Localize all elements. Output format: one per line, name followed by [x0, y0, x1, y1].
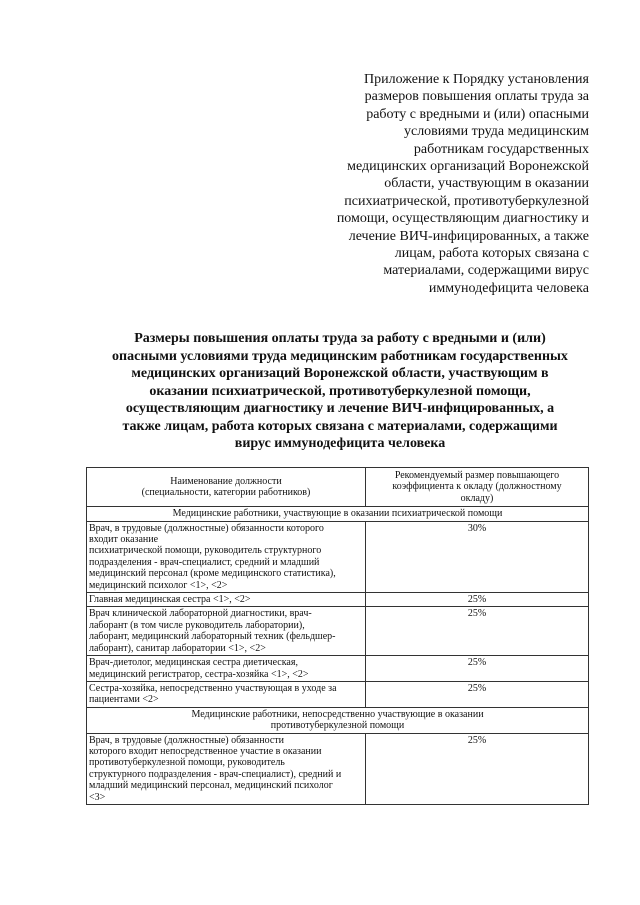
- cell-line: лаборант), санитар лаборатории <1>, <2>: [89, 642, 266, 654]
- section-title: [87, 707, 589, 733]
- cell-line: медицинский персонал (кроме медицинского статистика),: [89, 568, 336, 580]
- section-row-tuberculosis: [87, 707, 589, 733]
- coefficient-cell: 25%: [366, 607, 589, 656]
- coefficient-cell: 25%: [366, 593, 589, 607]
- appendix-line: условиями труда медицинским: [403, 124, 589, 140]
- title-line: вирус иммунодефицита человека: [234, 436, 446, 451]
- cell-line: входит оказание: [89, 534, 159, 546]
- document-title: [70, 330, 610, 453]
- cell-line: Врач, в трудовые (должностные) обязанности: [89, 734, 285, 746]
- coefficient-cell: 25%: [366, 733, 589, 804]
- position-cell: [87, 607, 366, 656]
- coefficient-cell: 30%: [366, 521, 589, 592]
- position-cell: [87, 733, 366, 804]
- appendix-note: [300, 71, 589, 297]
- header-position-name: [87, 468, 366, 507]
- appendix-line: иммунодефицита человека: [428, 280, 589, 296]
- section-title: [87, 507, 589, 521]
- table-row: [87, 681, 589, 707]
- appendix-line: работу с вредными и (или) опасными: [366, 106, 589, 122]
- section-title-line: Медицинские работники, участвующие в оказании психиатрической помощи: [172, 508, 503, 520]
- cell-line: медицинский регистратор, сестра-хозяйка <1>, <2>: [89, 668, 309, 680]
- cell-line: лаборант, медицинский лабораторный техник (фельдшер-: [89, 631, 336, 643]
- appendix-line: работникам государственных: [413, 141, 589, 157]
- position-cell: [87, 521, 366, 592]
- table-row: [87, 593, 589, 607]
- section-title-line: противотуберкулезной помощи: [270, 720, 405, 732]
- table-row: [87, 521, 589, 592]
- cell-line: подразделения - врач-специалист, средний и младший: [89, 556, 320, 568]
- cell-line: <3>: [89, 791, 106, 803]
- cell-line: пациентами <2>: [89, 694, 159, 706]
- title-line: медицинских организаций Воронежской области, участвующим в: [131, 366, 549, 381]
- appendix-line: помощи, осуществляющим диагностику и: [336, 211, 589, 227]
- position-cell: [87, 681, 366, 707]
- coefficient-cell: 25%: [366, 681, 589, 707]
- cell-line: медицинский психолог <1>, <2>: [89, 579, 228, 591]
- title-line: опасными условиями труда медицинским работникам государственных: [112, 348, 568, 364]
- cell-line: младший медицинский персонал, медицинский психолог: [89, 780, 333, 792]
- table-row: [87, 656, 589, 682]
- header-line: Наименование должности: [170, 475, 282, 487]
- header-line: коэффициента к окладу (должностному: [392, 481, 562, 493]
- header-coefficient: [366, 468, 589, 507]
- header-line: Рекомендуемый размер повышающего: [394, 470, 560, 481]
- appendix-line: медицинских организаций Воронежской: [347, 159, 589, 175]
- appendix-line: лечение ВИЧ-инфицированных, а также: [348, 228, 589, 244]
- appendix-line: области, участвующим в оказании: [384, 176, 589, 192]
- table-row: [87, 607, 589, 656]
- appendix-line: размеров повышения оплаты труда за: [364, 89, 589, 105]
- position-cell: [87, 593, 366, 607]
- cell-line: лаборант (в том числе руководитель лаборатории),: [89, 619, 305, 631]
- section-title-line: Медицинские работники, непосредственно участвующие в оказании: [191, 708, 484, 720]
- cell-line: Врач-диетолог, медицинская сестра диетическая,: [89, 657, 298, 669]
- cell-line: Главная медицинская сестра <1>, <2>: [89, 594, 251, 606]
- table-row: [87, 733, 589, 804]
- cell-line: противотуберкулезной помощи, руководитель: [89, 757, 285, 769]
- cell-line: Сестра-хозяйка, непосредственно участвующая в уходе за: [89, 682, 337, 694]
- table-header-row: [87, 468, 589, 507]
- appendix-line: материалами, содержащими вирус: [383, 263, 589, 279]
- cell-line: Врач, в трудовые (должностные) обязанности которого: [89, 522, 324, 534]
- section-row-psychiatric: [87, 507, 589, 521]
- cell-line: структурного подразделения - врач-специалист), средний и: [89, 768, 342, 780]
- title-line: оказании психиатрической, противотуберкулезной помощи,: [149, 383, 531, 399]
- title-line: осуществляющим диагностику и лечение ВИЧ-инфицированных, а: [125, 401, 555, 416]
- title-line: также лицам, работа которых связана с материалами, содержащими: [122, 418, 558, 434]
- cell-line: Врач клинической лабораторной диагностики, врач-: [89, 608, 312, 620]
- header-line: (специальности, категории работников): [141, 487, 311, 499]
- cell-line: психиатрической помощи, руководитель структурного: [89, 545, 322, 557]
- appendix-line: психиатрической, противотуберкулезной: [344, 193, 589, 209]
- coefficient-cell: 25%: [366, 656, 589, 682]
- position-cell: [87, 656, 366, 682]
- cell-line: которого входит непосредственное участие в оказании: [89, 745, 322, 757]
- appendix-line: Приложение к Порядку установления: [364, 72, 589, 87]
- title-line: Размеры повышения оплаты труда за работу с вредными и (или): [134, 331, 546, 346]
- header-line: окладу): [460, 492, 494, 504]
- coefficients-table: [86, 467, 589, 805]
- appendix-line: лицам, работа которых связана с: [394, 246, 589, 262]
